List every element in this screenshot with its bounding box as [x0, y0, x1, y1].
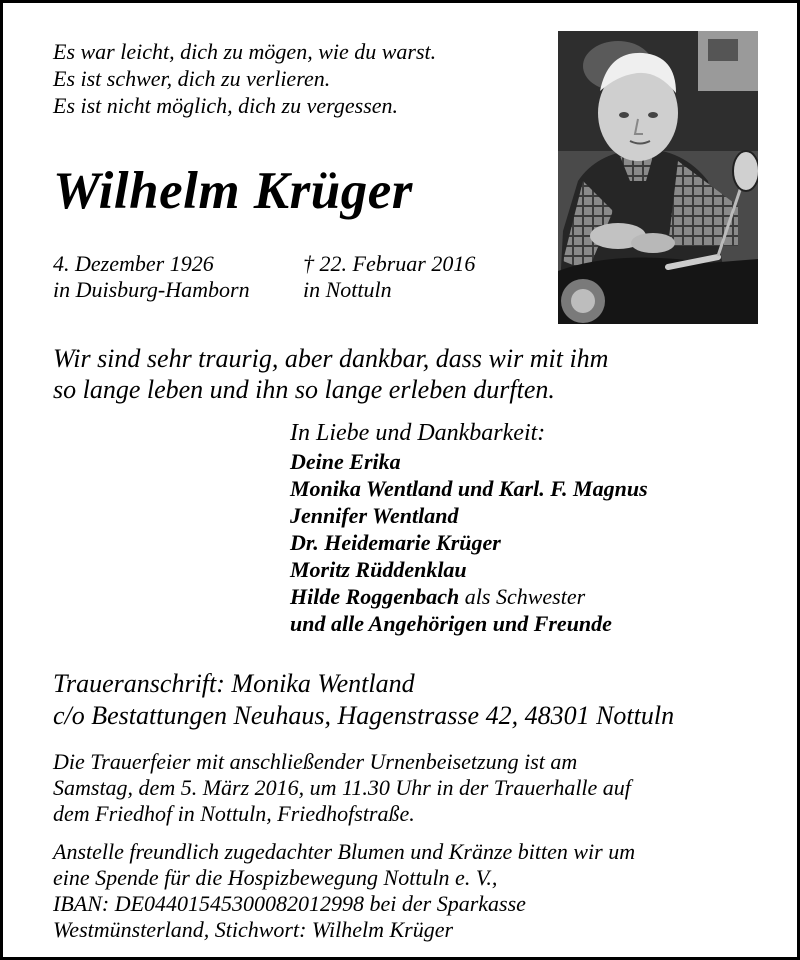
mourner-sister-role: als Schwester	[459, 584, 586, 609]
mourners-list	[290, 419, 648, 637]
mourning-address	[53, 668, 674, 732]
mourner-name: Moritz Rüddenklau	[290, 557, 467, 582]
motto-line: Es ist nicht möglich, dich zu vergessen.	[53, 93, 399, 118]
mourners-closing: und alle Angehörigen und Freunde	[290, 611, 612, 636]
address-line: c/o Bestattungen Neuhaus, Hagenstrasse 42, 48301 Nottuln	[53, 701, 675, 730]
mourner-name: Dr. Heidemarie Krüger	[290, 530, 501, 555]
address-line: Traueranschrift: Monika Wentland	[53, 669, 415, 698]
donation-request	[53, 839, 635, 943]
thanks-line: so lange leben und ihn so lange erleben durften.	[53, 375, 555, 404]
motto-line: Es war leicht, dich zu mögen, wie du warst.	[53, 39, 437, 64]
donation-line: IBAN: DE04401545300082012998 bei der Sparkasse	[53, 891, 526, 916]
mourners-intro: In Liebe und Dankbarkeit:	[290, 420, 546, 446]
mourner-sister	[290, 583, 648, 610]
service-line: dem Friedhof in Nottuln, Friedhofstraße.	[53, 801, 415, 826]
funeral-service-info	[53, 749, 631, 827]
deceased-name: Wilhelm Krüger	[53, 162, 413, 220]
mourner-name: Deine Erika	[290, 449, 401, 474]
birth-date: 4. Dezember 1926	[53, 251, 214, 276]
motto-verse	[53, 38, 436, 119]
portrait-photo-image	[558, 31, 758, 324]
death-place: in Nottuln	[303, 277, 392, 302]
service-line: Die Trauerfeier mit anschließender Urnenbeisetzung ist am	[53, 749, 578, 774]
death-date: † 22. Februar 2016	[303, 251, 476, 276]
donation-line: Westmünsterland, Stichwort: Wilhelm Krüger	[53, 917, 454, 942]
mourner-name: Jennifer Wentland	[290, 503, 459, 528]
thanks-line: Wir sind sehr traurig, aber dankbar, dass wir mit ihm	[53, 344, 609, 373]
service-line: Samstag, dem 5. März 2016, um 11.30 Uhr in der Trauerhalle auf	[53, 775, 631, 800]
death-info	[303, 251, 475, 303]
thanks-statement	[53, 343, 608, 405]
donation-line: Anstelle freundlich zugedachter Blumen und Kränze bitten wir um	[53, 839, 636, 864]
birth-place: in Duisburg-Hamborn	[53, 277, 250, 302]
motto-line: Es ist schwer, dich zu verlieren.	[53, 66, 331, 91]
birth-info	[53, 251, 250, 303]
mourner-sister-name: Hilde Roggenbach	[290, 584, 460, 609]
portrait-photo	[558, 31, 758, 324]
donation-line: eine Spende für die Hospizbewegung Nottuln e. V.,	[53, 865, 498, 890]
mourner-name: Monika Wentland und Karl. F. Magnus	[290, 476, 648, 501]
